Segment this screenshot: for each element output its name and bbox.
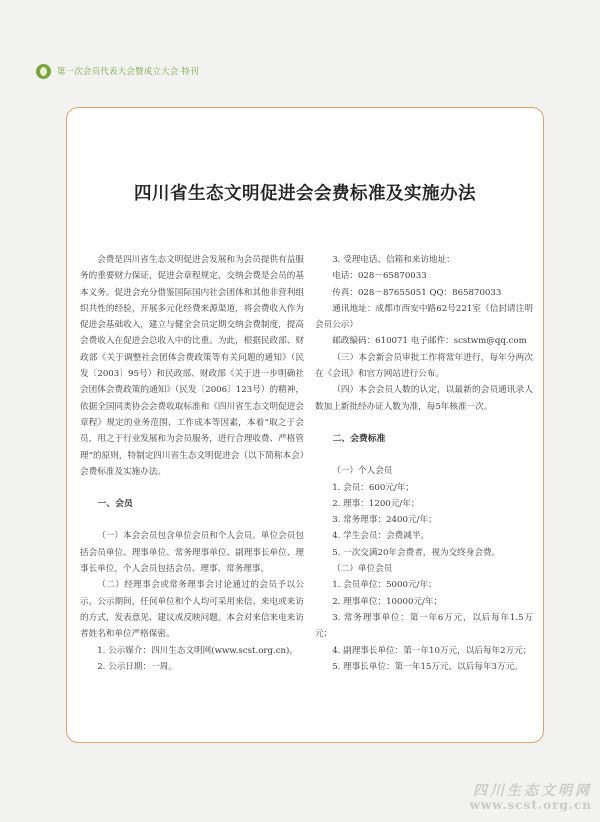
fee-executive-director: 3. 常务理事：2400元/年； bbox=[332, 515, 437, 526]
fee-chairman-unit: 5. 理事长单位：第一年15万元，以后每年3万元。 bbox=[332, 661, 523, 672]
approval-paragraph: （三）本会新会员审批工作将常年进行，每年分两次在《会讯》和官方网站进行公布。 bbox=[315, 352, 533, 380]
members-paragraph-1: （一）本会会员包含单位会员和个人会员。单位会员包括会员单位、理事单位、常务理事单位、副理事长单位、理事长单位，个人会员包括会员、理事、常务理事。 bbox=[80, 531, 304, 575]
fee-vice-chairman-unit: 4. 副理事长单位：第一年10万元，以后每年2万元； bbox=[332, 645, 532, 656]
fee-student: 4. 学生会员：会费减半。 bbox=[332, 531, 430, 542]
fee-lifetime: 5. 一次交满20年会费者，视为交终身会费。 bbox=[332, 547, 501, 558]
contact-fax: 传真：028－87655051 QQ：865870033 bbox=[332, 287, 502, 298]
publicity-period: 2. 公示日期：一周。 bbox=[97, 661, 177, 672]
members-paragraph-2: （二）经理事会或常务理事会讨论通过的会员予以公示。公示期间，任何单位和个人均可采用来信、来电或来访的方式，发表意见、建议或反映问题。本会对来信来电来访者姓名和单位严格保密。 bbox=[80, 580, 304, 640]
association-logo-icon bbox=[36, 64, 51, 79]
watermark-name: 四川生态文明网 bbox=[473, 783, 592, 799]
fee-executive-director-unit: 3. 常务理事单位：第一年6万元，以后每年1.5万元； bbox=[315, 612, 533, 640]
fee-member-unit: 1. 会员单位：5000元/年； bbox=[332, 580, 437, 591]
contact-phone: 电话：028－65870033 bbox=[332, 271, 427, 282]
publicity-media: 1. 公示媒介：四川生态文明网(www.scst.org.cn)。 bbox=[97, 645, 299, 656]
member-count-paragraph: （四）本会会员人数的认定，以最新的会员通讯录人数加上新批经办证人数为准，每5年核准一次。 bbox=[315, 385, 533, 412]
header-title: 第一次会员代表大会暨成立大会 特刊 bbox=[57, 66, 199, 76]
page-header bbox=[36, 63, 199, 79]
contact-postcode-email: 邮政编码：610071 电子邮件：scstwm@qq.com bbox=[332, 336, 527, 347]
fee-director-unit: 2. 理事单位：10000元/年； bbox=[332, 596, 443, 607]
contact-address: 通讯地址：成都市西安中路62号221室（信封请注明会员公示） bbox=[315, 303, 533, 331]
intro-paragraph: 会费是四川省生态文明促进会发展和为会员提供有益服务的重要财力保证，促进会章程规定，交纳会费是会员的基本义务。促进会充分借鉴国际国内社会团体和其他非营利组织共性的经验，开展多元化经费来源渠道，将会费收入作为促进会基础收入，建立与健全会员定期交纳会费制度，提高会费收入在促进会总收入中的比重。为此，根据民政部、财政部《关于调整社会团体会费政策等有关问题的通知》（民发〔2003〕95号）和民政部、财政部《关于进一步明确社会团体会费政策的通知》（民发〔2006〕123号）的精神，依据全国同类协会会费收取标准和《四川省生态文明促进会章程》规定的业务范围、工作成本等因素，本着“取之于会员，用之于行业发展和为会员服务，进行合理收费、严格管理”的原则，特制定四川省生态文明促进会（以下简称本会）会费标准及实施办法。 bbox=[80, 255, 304, 477]
watermark-url: www.scst.org.cn bbox=[469, 798, 592, 812]
site-watermark bbox=[470, 780, 592, 812]
fee-member: 1. 会员：600元/年； bbox=[332, 482, 414, 493]
fee-director: 2. 理事：1200元/年； bbox=[332, 498, 420, 509]
individual-members-label: （一）个人会员 bbox=[332, 466, 393, 477]
unit-members-label: （二）单位会员 bbox=[332, 564, 393, 575]
document-title: 四川省生态文明促进会会费标准及实施办法 bbox=[134, 184, 476, 204]
section-heading-members: 一、会员 bbox=[97, 499, 133, 510]
section-heading-fee-standard: 二、会费标准 bbox=[332, 433, 386, 444]
left-column bbox=[80, 252, 304, 675]
contact-heading: 3. 受理电话、信箱和来访地址： bbox=[332, 255, 455, 265]
right-column bbox=[315, 252, 533, 675]
